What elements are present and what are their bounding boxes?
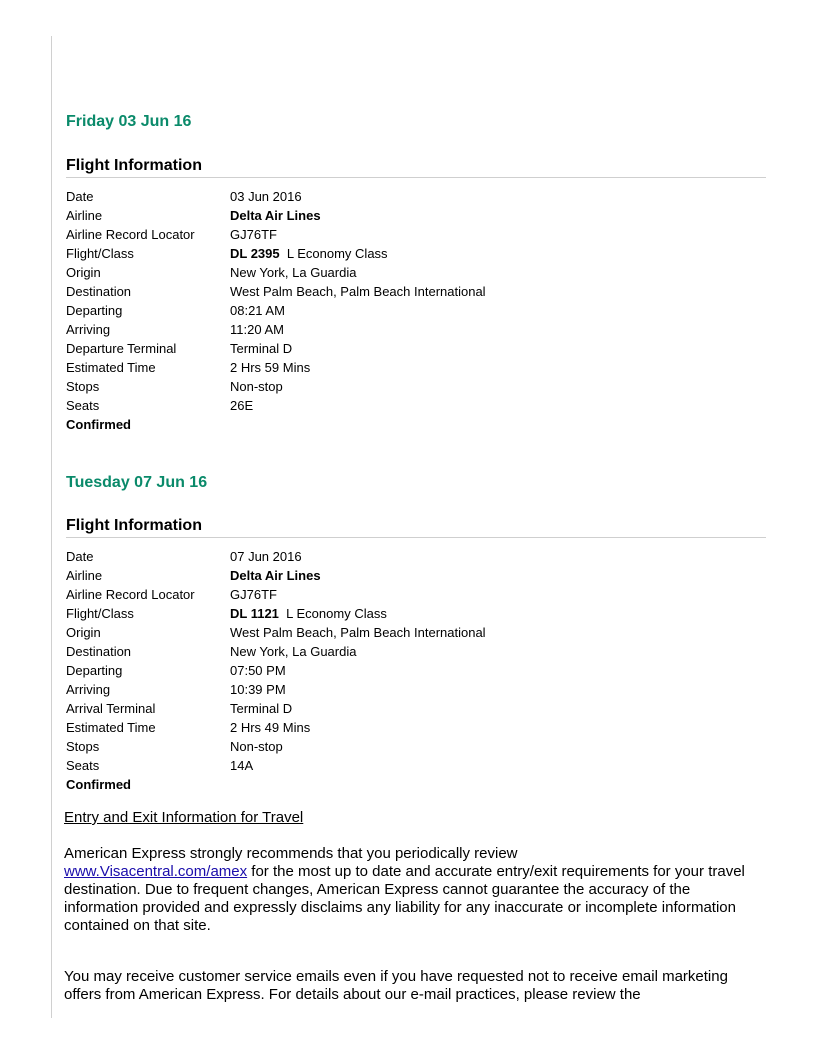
row-label: Estimated Time [66, 720, 156, 735]
booking-status: Confirmed [66, 777, 131, 792]
row-value: Non-stop [230, 379, 283, 394]
detail-row-flight-class [66, 244, 766, 263]
detail-row-departing [66, 301, 766, 320]
row-value: West Palm Beach, Palm Beach International [230, 625, 486, 640]
detail-row-airline [66, 206, 766, 225]
email-practices-paragraph: You may receive customer service emails even if you have requested not to receive email marketing offers from American Express. For details about our e-mail practices, please review the [64, 968, 728, 1003]
detail-row-departing [66, 661, 766, 680]
row-label: Airline Record Locator [66, 227, 195, 242]
row-value: 14A [230, 758, 254, 773]
detail-row-date [66, 187, 766, 206]
detail-row-locator [66, 225, 766, 244]
detail-row-seats [66, 396, 766, 415]
row-label: Date [66, 549, 94, 564]
row-label: Seats [66, 398, 100, 413]
row-value: 2 Hrs 49 Mins [230, 720, 311, 735]
detail-row-destination [66, 282, 766, 301]
row-label: Stops [66, 379, 100, 394]
flight-details [66, 187, 766, 434]
row-value: Non-stop [230, 739, 283, 754]
visa-advisory-paragraph [64, 845, 764, 935]
flight-details [66, 547, 766, 794]
fare-class: L Economy Class [286, 246, 388, 261]
detail-row-locator [66, 585, 766, 604]
row-label: Airline [66, 208, 103, 223]
flight-info-title: Flight Information [66, 517, 766, 538]
row-value: 07 Jun 2016 [230, 549, 302, 564]
detail-row-stops [66, 737, 766, 756]
flight-number: DL 2395 [230, 246, 280, 261]
row-value: Terminal D [230, 341, 293, 356]
row-value: GJ76TF [230, 227, 277, 242]
entry-exit-info-link[interactable]: Entry and Exit Information for Travel [64, 809, 304, 826]
row-label: Airline Record Locator [66, 587, 195, 602]
detail-row-est-time [66, 358, 766, 377]
row-value [230, 244, 766, 263]
row-value: 08:21 AM [230, 303, 285, 318]
row-label: Arriving [66, 322, 111, 337]
row-value [230, 604, 766, 623]
detail-row-destination [66, 642, 766, 661]
row-label: Estimated Time [66, 360, 156, 375]
row-label: Airline [66, 568, 103, 583]
row-value: GJ76TF [230, 587, 277, 602]
day-heading: Tuesday 07 Jun 16 [66, 474, 208, 491]
row-label: Departure Terminal [66, 341, 177, 356]
detail-row-origin [66, 623, 766, 642]
detail-row-seats [66, 756, 766, 775]
row-value: Terminal D [230, 701, 293, 716]
row-label: Destination [66, 644, 132, 659]
visacentral-link[interactable]: www.Visacentral.com/amex [64, 863, 248, 880]
row-value: New York, La Guardia [230, 265, 357, 280]
row-label: Departing [66, 303, 123, 318]
detail-row-arriving [66, 680, 766, 699]
detail-row-arriving [66, 320, 766, 339]
fare-class: L Economy Class [286, 606, 387, 621]
detail-row-est-time [66, 718, 766, 737]
row-label: Arrival Terminal [66, 701, 156, 716]
row-value: Delta Air Lines [230, 568, 321, 583]
detail-row-origin [66, 263, 766, 282]
row-value: 2 Hrs 59 Mins [230, 360, 311, 375]
booking-status: Confirmed [66, 417, 131, 432]
row-label: Stops [66, 739, 100, 754]
row-value: Delta Air Lines [230, 208, 321, 223]
row-label: Arriving [66, 682, 111, 697]
row-value: 11:20 AM [230, 322, 284, 337]
advisory-text-end: for the most up to date and accurate entry/exit requirements for your travel destination. Due to frequent changes, American Express cannot guarantee the accuracy of the information provided and expressly disclaims any liability for any inaccurate or incomplete information contained on that site. [64, 863, 745, 934]
row-label: Flight/Class [66, 246, 134, 261]
row-value: 03 Jun 2016 [230, 189, 302, 204]
row-label: Date [66, 189, 94, 204]
row-label: Departing [66, 663, 123, 678]
left-margin-rule [51, 36, 52, 1018]
row-label: Origin [66, 265, 101, 280]
detail-row-stops [66, 377, 766, 396]
row-label: Destination [66, 284, 132, 299]
row-value: 07:50 PM [230, 663, 286, 678]
detail-row-airline [66, 566, 766, 585]
row-value: 10:39 PM [230, 682, 286, 697]
detail-row-terminal [66, 339, 766, 358]
detail-row-flight-class [66, 604, 766, 623]
flight-info-title: Flight Information [66, 157, 766, 178]
day-heading: Friday 03 Jun 16 [66, 113, 192, 130]
row-value: 26E [230, 398, 254, 413]
row-label: Seats [66, 758, 100, 773]
row-value: New York, La Guardia [230, 644, 357, 659]
row-label: Origin [66, 625, 101, 640]
row-value: West Palm Beach, Palm Beach International [230, 284, 486, 299]
detail-row-date [66, 547, 766, 566]
flight-number: DL 1121 [230, 606, 279, 621]
detail-row-terminal [66, 699, 766, 718]
row-label: Flight/Class [66, 606, 134, 621]
advisory-text-start: American Express strongly recommends that you periodically review [64, 845, 518, 862]
